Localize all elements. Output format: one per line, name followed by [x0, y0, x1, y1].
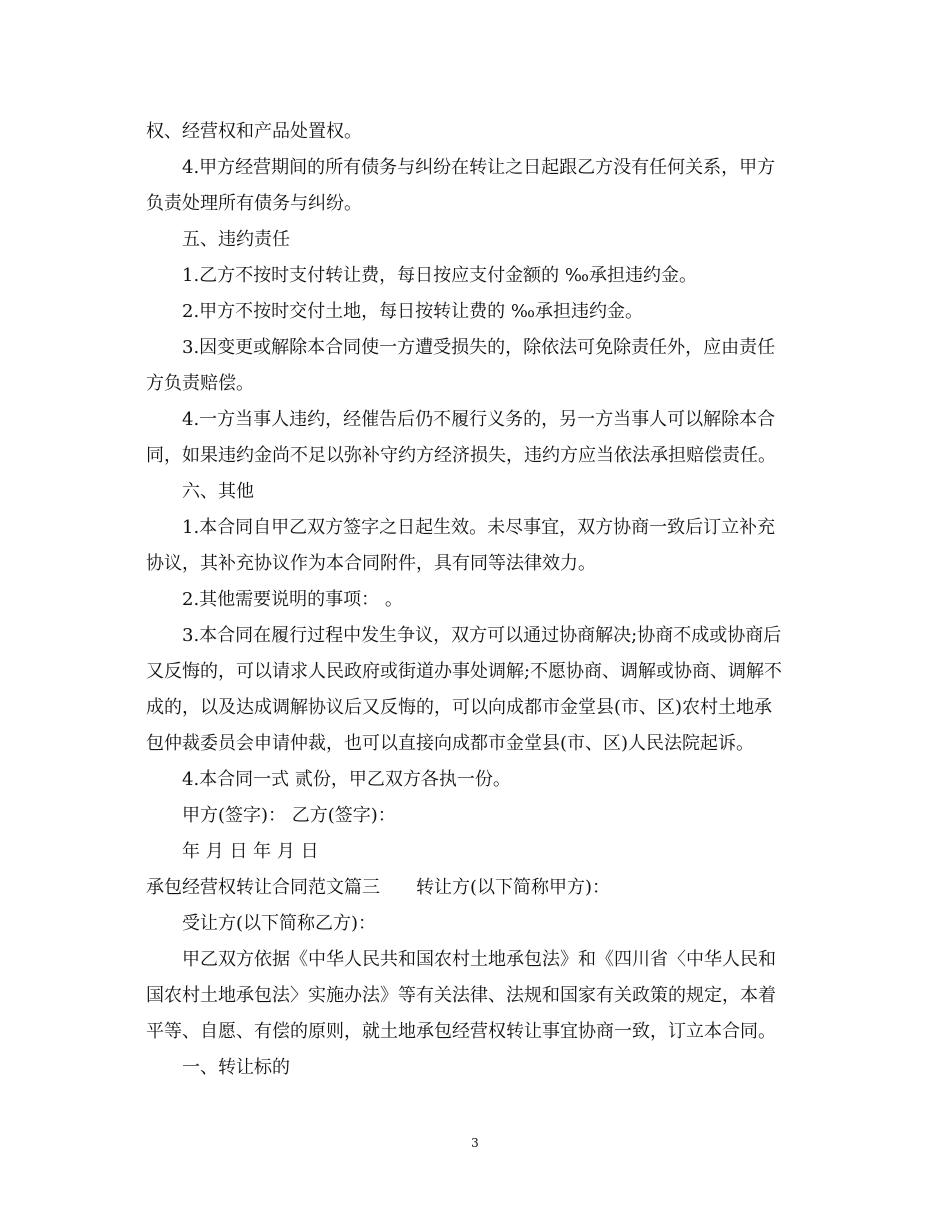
- document-line: 承包经营权转让合同范文篇三 转让方(以下简称甲方)：: [146, 877, 611, 898]
- document-line: 甲方(签字)： 乙方(签字)：: [182, 805, 396, 826]
- document-line: 2.其他需要说明的事项： 。: [182, 589, 403, 610]
- document-line: 甲乙双方依据《中华人民共和国农村土地承包法》和《四川省〈中华人民和: [182, 949, 776, 970]
- document-line: 3.因变更或解除本合同使一方遭受损失的，除依法可免除责任外，应由责任: [182, 337, 776, 358]
- document-line: 1.本合同自甲乙双方签字之日起生效。未尽事宜，双方协商一致后订立补充: [182, 517, 776, 538]
- document-line: 五、违约责任: [182, 229, 290, 250]
- document-line: 受让方(以下简称乙方)：: [182, 913, 377, 934]
- document-line: 协议，其补充协议作为本合同附件，具有同等法律效力。: [146, 553, 596, 574]
- document-line: 4.本合同一式 贰份，甲乙双方各执一份。: [182, 769, 511, 790]
- document-line: 平等、自愿、有偿的原则，就土地承包经营权转让事宜协商一致，订立本合同。: [146, 1021, 776, 1042]
- document-line: 国农村土地承包法〉实施办法》等有关法律、法规和国家有关政策的规定，本着: [146, 985, 776, 1006]
- document-line: 4.一方当事人违约，经催告后仍不履行义务的，另一方当事人可以解除本合: [182, 409, 776, 430]
- document-line: 2.甲方不按时交付土地，每日按转让费的 ‰承担违约金。: [182, 301, 644, 322]
- document-line: 年 月 日 年 月 日: [182, 841, 319, 862]
- document-body: [146, 114, 816, 1086]
- document-line: 权、经营权和产品处置权。: [146, 121, 362, 142]
- document-line: 成的，以及达成调解协议后又反悔的，可以向成都市金堂县(市、区)农村土地承: [146, 697, 773, 718]
- document-line: 一、转让标的: [182, 1057, 290, 1078]
- page-number: 3: [471, 1136, 479, 1150]
- document-line: 同，如果违约金尚不足以弥补守约方经济损失，违约方应当依法承担赔偿责任。: [146, 445, 776, 466]
- document-line: 包仲裁委员会申请仲裁，也可以直接向成都市金堂县(市、区)人民法院起诉。: [146, 733, 755, 754]
- document-line: 4.甲方经营期间的所有债务与纠纷在转让之日起跟乙方没有任何关系，甲方: [182, 157, 776, 178]
- document-line: 1.乙方不按时支付转让费，每日按应支付金额的 ‰承担违约金。: [182, 265, 698, 286]
- document-line: 六、其他: [182, 481, 254, 502]
- document-line: 方负责赔偿。: [146, 373, 254, 394]
- document-line: 负责处理所有债务与纠纷。: [146, 193, 362, 214]
- document-line: 3.本合同在履行过程中发生争议，双方可以通过协商解决;协商不成或协商后: [182, 625, 782, 646]
- document-line: 又反悔的，可以请求人民政府或街道办事处调解;不愿协商、调解或协商、调解不: [146, 661, 783, 682]
